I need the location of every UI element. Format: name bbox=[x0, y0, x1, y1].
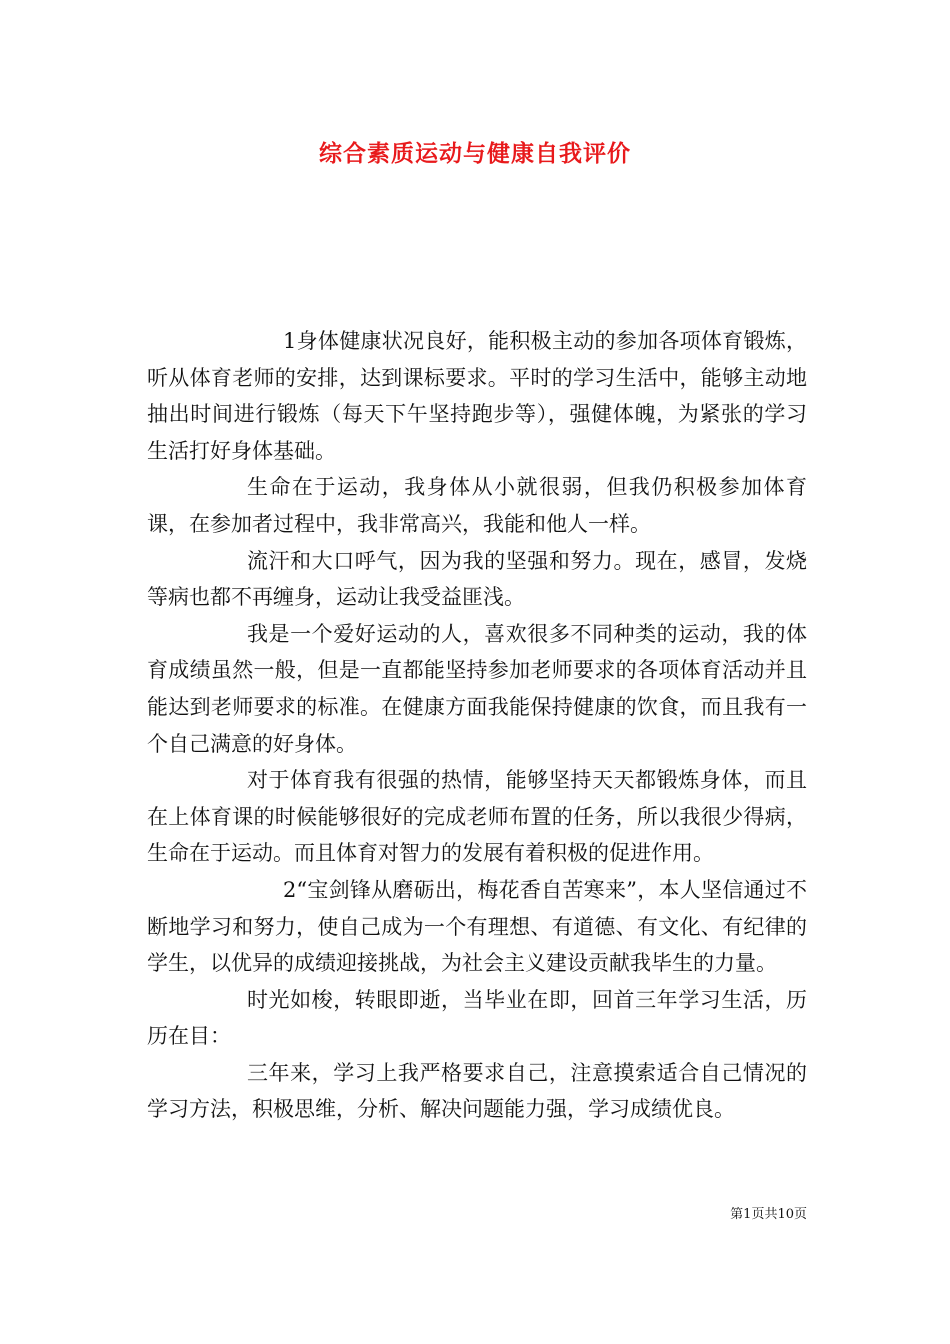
paragraph-2: 生命在于运动，我身体从小就很弱，但我仍积极参加体育课，在参加者过程中，我非常高兴，我能和他人一样。 bbox=[147, 475, 807, 536]
paragraph-4: 我是一个爱好运动的人，喜欢很多不同种类的运动，我的体育成绩虽然一般，但是一直都能坚持参加老师要求的各项体育活动并且能达到老师要求的标准。在健康方面我能保持健康的饮食，而且我有一个自己满意的好身体。 bbox=[147, 621, 807, 756]
document-body bbox=[147, 323, 807, 1128]
paragraph-3: 流汗和大口呼气，因为我的坚强和努力。现在，感冒，发烧等病也都不再缠身，运动让我受益匪浅。 bbox=[147, 548, 807, 610]
document-title: 综合素质运动与健康自我评价 bbox=[319, 140, 631, 167]
paragraph-7: 时光如梭，转眼即逝，当毕业在即，回首三年学习生活，历历在目： bbox=[147, 987, 807, 1049]
page-number-footer: 第1页共10页 bbox=[730, 1207, 807, 1222]
paragraph-5: 对于体育我有很强的热情，能够坚持天天都锻炼身体，而且在上体育课的时候能够很好的完成老师布置的任务，所以我很少得病，生命在于运动。而且体育对智力的发展有着积极的促进作用。 bbox=[147, 768, 807, 866]
paragraph-1: 1身体健康状况良好，能积极主动的参加各项体育锻炼，听从体育老师的安排，达到课标要求。平时的学习生活中，能够主动地抽出时间进行锻炼（每天下午坚持跑步等），强健体魄，为紧张的学习生活打好身体基础。 bbox=[147, 329, 807, 463]
paragraph-8: 三年来，学习上我严格要求自己，注意摸索适合自己情况的学习方法，积极思维，分析、解决问题能力强，学习成绩优良。 bbox=[147, 1060, 807, 1122]
paragraph-6: 2“宝剑锋从磨砺出，梅花香自苦寒来”，本人坚信通过不断地学习和努力，使自己成为一个有理想、有道德、有文化、有纪律的学生，以优异的成绩迎接挑战，为社会主义建设贡献我毕生的力量。 bbox=[147, 877, 807, 976]
